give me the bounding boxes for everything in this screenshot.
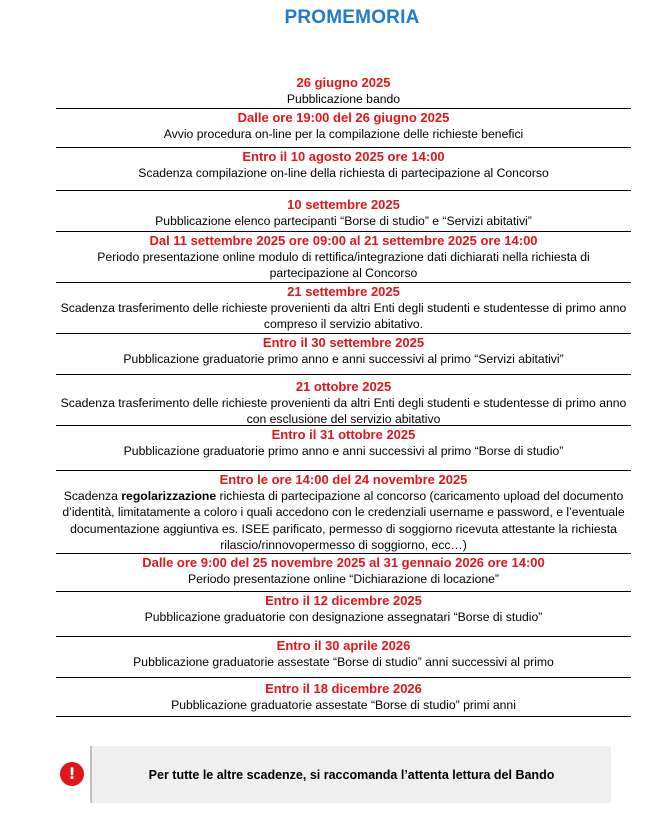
deadline-date: Entro le ore 14:00 del 24 novembre 2025 xyxy=(219,472,468,487)
deadline-entry xyxy=(56,678,631,717)
deadline-entry xyxy=(56,109,631,148)
deadline-date: Dal 11 settembre 2025 ore 09:00 al 21 settembre 2025 ore 14:00 xyxy=(149,233,538,248)
deadline-entry xyxy=(56,375,631,426)
reminder-note xyxy=(56,746,609,803)
deadline-description: Scadenza trasferimento delle richieste provenienti da altri Enti degli studenti e studentesse di primo anno con esclusione del servizio abitativo xyxy=(60,396,627,427)
deadline-description: Pubblicazione bando xyxy=(286,92,401,106)
deadline-date: Dalle ore 9:00 del 25 novembre 2025 al 31 gennaio 2026 ore 14:00 xyxy=(142,555,545,570)
deadline-entry xyxy=(56,554,631,592)
highlighted-keyword: regolarizzazione xyxy=(121,489,217,503)
deadline-description: Pubblicazione graduatorie primo anno e anni successivi al primo “Borse di studio” xyxy=(123,444,564,458)
deadline-date: 21 ottobre 2025 xyxy=(295,379,392,394)
deadline-entry xyxy=(56,334,631,375)
deadline-date: 10 settembre 2025 xyxy=(287,197,400,212)
deadline-description: Pubblicazione graduatorie con designazione assegnatari “Borse di studio” xyxy=(144,610,543,624)
deadline-date: Entro il 30 aprile 2026 xyxy=(276,638,411,653)
deadline-description: Pubblicazione graduatorie assestate “Borse di studio” primi anni xyxy=(171,698,516,712)
deadline-entry xyxy=(56,637,631,678)
deadline-entry xyxy=(56,148,631,191)
page-title: PROMEMORIA xyxy=(284,7,420,28)
reminder-note-text: Per tutte le altre scadenze, si raccomanda l’attenta lettura del Bando xyxy=(148,767,555,782)
deadline-entry xyxy=(56,283,631,334)
deadline-entry xyxy=(56,471,631,554)
deadline-description: Periodo presentazione online modulo di rettifica/integrazione dati dichiarati nella richiesta di partecipazione al Concorso xyxy=(97,250,590,281)
deadline-description: Scadenza regolarizzazione richiesta di partecipazione al concorso (caricamento upload del documento d’identità, limitatamente a coloro i quali accedono con le credenziali username e password, e l’eventuale documentazione aggiuntiva es. ISEE parificato, permesso di soggiorno ricevuta attestante la richiesta rilascio/rinnovopermesso di soggiorno, ecc…) xyxy=(62,489,625,553)
deadline-date: Entro il 12 dicembre 2025 xyxy=(265,593,422,608)
deadline-entry xyxy=(56,74,631,109)
deadline-entry xyxy=(56,592,631,637)
deadline-description: Pubblicazione graduatorie assestate “Borse di studio” anni successivi al primo xyxy=(133,655,554,669)
deadline-description: Periodo presentazione online “Dichiarazione di locazione” xyxy=(188,572,499,586)
deadline-description: Pubblicazione graduatorie primo anno e anni successivi al primo “Servizi abitativi” xyxy=(123,352,564,366)
exclamation-icon: ! xyxy=(60,762,84,786)
deadline-description: Scadenza compilazione on-line della richiesta di partecipazione al Concorso xyxy=(138,166,549,180)
deadline-description: Pubblicazione elenco partecipanti “Borse di studio” e “Servizi abitativi” xyxy=(155,214,532,228)
deadline-entry xyxy=(56,426,631,471)
deadline-entry xyxy=(56,232,631,283)
deadline-date: Dalle ore 19:00 del 26 giugno 2025 xyxy=(237,110,450,125)
deadline-entry xyxy=(56,191,631,232)
deadline-list xyxy=(56,74,631,717)
deadline-date: 26 giugno 2025 xyxy=(296,75,391,90)
deadline-description: Scadenza trasferimento delle richieste provenienti da altri Enti degli studenti e studentesse di primo anno compreso il servizio abitativo. xyxy=(60,301,627,332)
deadline-date: Entro il 30 settembre 2025 xyxy=(262,335,425,350)
deadline-date: Entro il 10 agosto 2025 ore 14:00 xyxy=(242,149,445,164)
deadline-date: 21 settembre 2025 xyxy=(287,284,400,299)
deadline-date: Entro il 18 dicembre 2026 xyxy=(265,681,422,696)
deadline-date: Entro il 31 ottobre 2025 xyxy=(271,427,416,442)
deadline-description: Avvio procedura on-line per la compilazione delle richieste benefici xyxy=(163,127,524,141)
reminder-note-box xyxy=(90,746,611,803)
